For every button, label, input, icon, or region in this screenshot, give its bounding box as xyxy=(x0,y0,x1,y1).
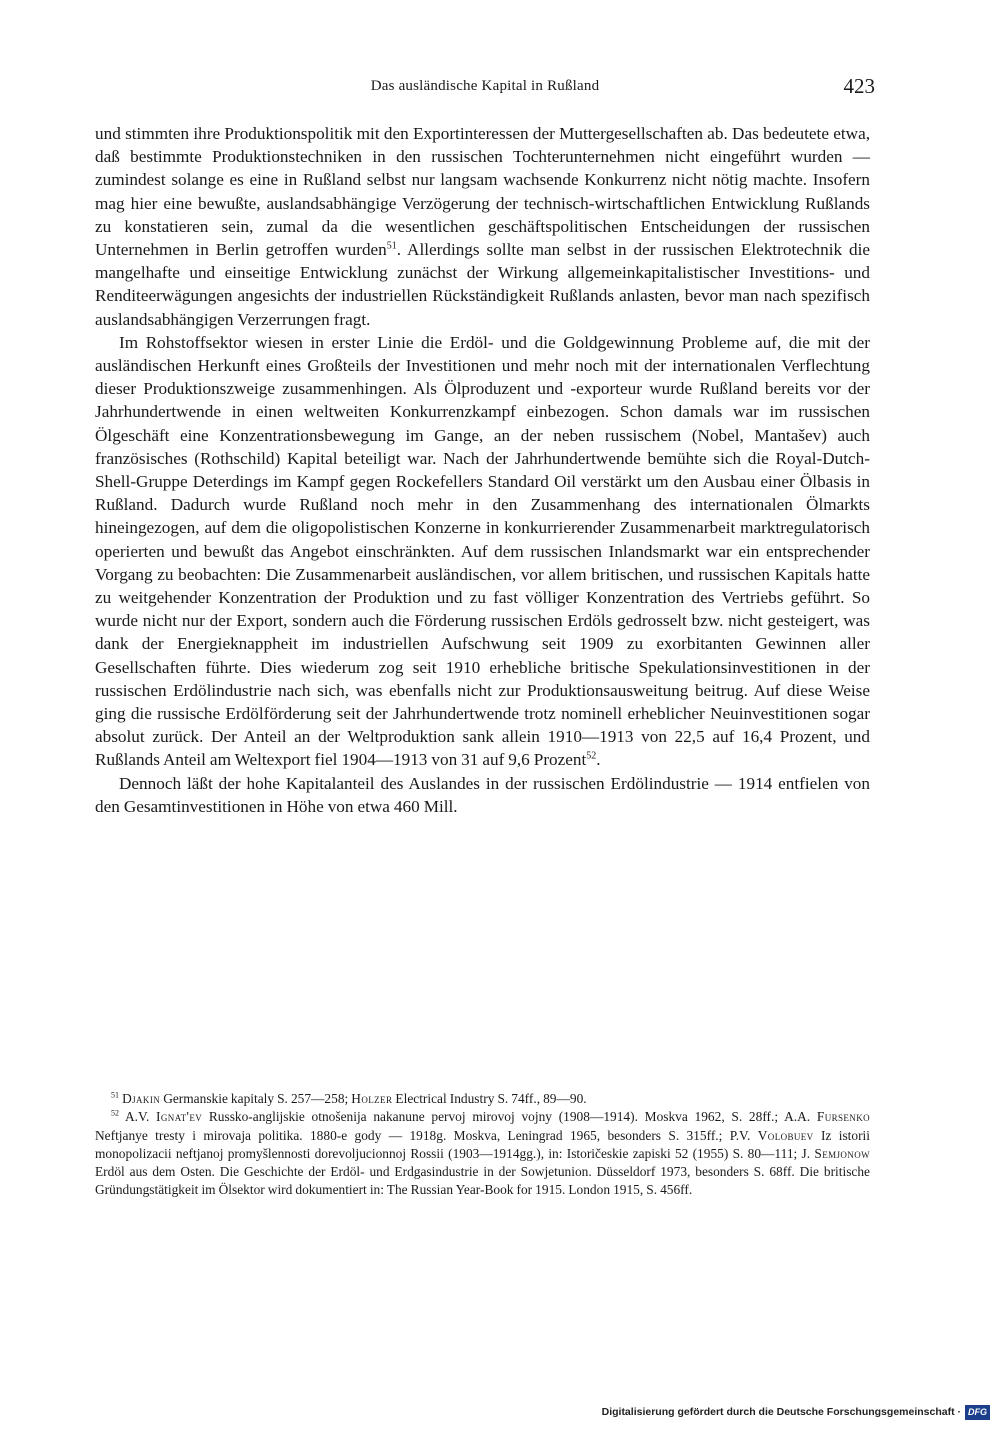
footnote-52-author-2: Fursenko xyxy=(816,1109,870,1125)
footnote-52-text-1: Russko-anglijskie otnošenija nakanune pervoj mirovoj vojny (1908—1914). Moskva 1962, S. 28ff.; A.A. xyxy=(202,1109,817,1125)
footnotes xyxy=(95,1090,870,1200)
digitization-banner xyxy=(602,1403,990,1421)
page-number: 423 xyxy=(843,74,875,98)
footnote-51 xyxy=(95,1090,870,1108)
footnote-ref-51: 51 xyxy=(386,240,397,252)
paragraph-2-end: . xyxy=(596,750,601,770)
footnote-52-text-3: Iz istorii monopolizacii neftjanoj promyšlennosti dorevoljucionnoj Rossii (1903—1914gg.), in: Istoričeskie zapiski 52 (1955) S. 80—111; J. xyxy=(95,1127,870,1161)
footnote-52-author-4: Semjonow xyxy=(814,1145,870,1161)
paragraph-2-text: Im Rohstoffsektor wiesen in erster Linie die Erdöl- und die Goldgewinnung Probleme auf, die mit der ausländischen Herkunft eines Großteils der Investitionen und mehr noch mit der internationalen Verflechtung dieser Produktionszweige zusammenhingen. Als Ölproduzent und -exporteur wurde Rußland bereits vor der Jahrhundertwende in einen weltweiten Konkurrenzkampf einbezogen. Schon damals war im russischen Ölgeschäft eine Konzentrationsbewegung im Gange, an der neben russischem (Nobel, Mantašev) auch französisches (Rothschild) Kapital beteiligt war. Nach der Jahrhundertwende bemühte sich die Royal-Dutch-Shell-Gruppe Deterdings im Kampf gegen Rockefellers Standard Oil verstärkt um den Ausbau einer Ölbasis in Rußland. Dadurch wurde Rußland noch mehr in den Zusammenhang des internationalen Ölmarkts hineingezogen, auf dem die oligopolistischen Konzerne in konkurrierender Zusammenarbeit marktregulatorisch operierten und bewußt das Angebot einschränkten. Auf dem russischen Inlandsmarkt war ein entsprechender Vorgang zu beobachten: Die Zusammenarbeit ausländischen, vor allem britischen, und russischen Kapitals hatte zu weitgehender Konzentration der Produktion und zu fast völliger Konzentration des Vertriebs geführt. So wurde nicht nur der Export, sondern auch die Förderung russischen Erdöls gedrosselt bzw. nicht gesteigert, was dank der Energieknappheit im industriellen Aufschwung seit 1909 zu exorbitanten Gewinnen aller Gesellschaften führte. Dies wiederum zog seit 1910 erhebliche britische Spekulationsinvestitionen in der russischen Erdölindustrie nach sich, was ebenfalls nicht zur Produktionsausweitung beitrug. Auf diese Weise ging die russische Erdölförderung seit der Jahrhundertwende trotz nominell erheblicher Neuinvestitionen sogar absolut zurück. Der Anteil an der Weltproduktion sank allein 1910—1913 von 22,5 auf 16,4 Prozent, und Rußlands Anteil am Weltexport fiel 1904—1913 von 31 auf 9,6 Prozent xyxy=(95,332,870,770)
dfg-logo-icon: DFG xyxy=(965,1405,990,1420)
footnote-ref-52: 52 xyxy=(586,750,597,762)
paragraph-1-text: und stimmten ihre Produktionspolitik mit den Exportinteressen der Muttergesellschaften ab. Das bedeutete etwa, daß bestimmte Produktionstechniken in den russischen Tochterunternehmen nicht eingeführt wurden — zumindest solange es eine in Rußland selbst nur langsam wachsende Konkurrenz nicht nötig machte. Insofern mag hier eine bewußte, auslandsabhängige Verzögerung der technisch-wirtschaftlichen Entwicklung Rußlands zu konstatieren sein, zumal da die wesentlichen geschäftspolitischen Entscheidungen der russischen Unternehmen in Berlin getroffen wurden xyxy=(95,124,870,260)
paragraph-1 xyxy=(95,122,870,331)
footnote-52-author-3: Volobuev xyxy=(757,1127,814,1143)
footnote-52-author-1: Ignat'ev xyxy=(156,1109,203,1125)
footnote-52 xyxy=(95,1108,870,1199)
footnote-51-author-1: Djakin xyxy=(122,1091,161,1106)
footnote-mark-51: 51 xyxy=(111,1090,119,1100)
body-text xyxy=(95,122,870,818)
banner-text: Digitalisierung gefördert durch die Deutsche Forschungsgemeinschaft · xyxy=(601,1406,961,1418)
footnote-52-text-2: Neftjanye tresty i mirovaja politika. 1880-e gody — 1918g. Moskva, Leningrad 1965, besonders S. 315ff.; P.V. xyxy=(95,1127,758,1143)
footnote-mark-52: 52 xyxy=(111,1108,119,1118)
paragraph-3: Dennoch läßt der hohe Kapitalanteil des Auslandes in der russischen Erdölindustrie — 1914 entfielen von den Gesamtinvestitionen in Höhe von etwa 460 Mill. xyxy=(95,773,870,816)
footnote-51-author-2: Holzer xyxy=(351,1091,393,1106)
footnote-52-text-4: Erdöl aus dem Osten. Die Geschichte der Erdöl- und Erdgasindustrie in der Sowjetunion. Düsseldorf 1973, besonders S. 68ff. Die britische Gründungstätigkeit im Ölsektor wird dokumentiert in: The Russian Year-Book for 1915. London 1915, S. 456ff. xyxy=(95,1164,870,1198)
running-head xyxy=(95,74,875,104)
footnote-51-text-2: Electrical Industry S. 74ff., 89—90. xyxy=(392,1091,587,1106)
footnote-52-initials-1: A.V. xyxy=(125,1109,157,1125)
paragraph-2 xyxy=(95,331,870,772)
paragraph-1-continuation: . Allerdings sollte man selbst in der russischen Elektrotechnik die mangelhafte und einseitige Entwicklung zunächst der Wirkung allgemeinkapitalistischer Investitions- und Renditeerwägungen angesichts der industriellen Rückständigkeit Rußlands anlasten, bevor man nach spezifisch auslandsabhängigen Verzerrungen fragt. xyxy=(95,240,871,329)
footnote-51-text-1: Germanskie kapitaly S. 257—258; xyxy=(160,1091,352,1106)
running-title: Das ausländische Kapital in Rußland xyxy=(370,78,600,94)
